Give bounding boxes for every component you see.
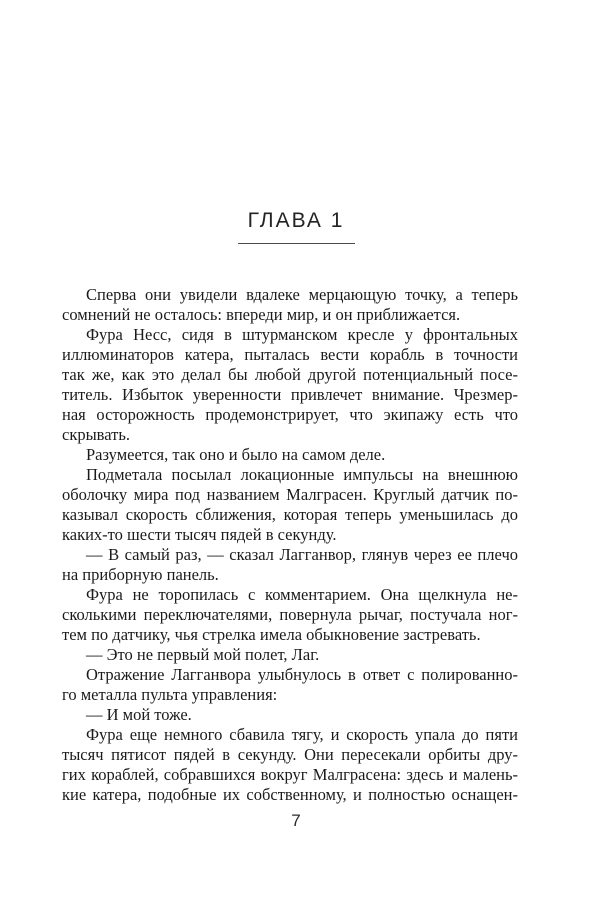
text-line: Фура Несс, сидя в штурманском кресле у фронтальных	[86, 325, 518, 344]
text-line: казывал скорость сближения, которая теперь уменьшилась до	[62, 505, 518, 524]
paragraph	[62, 465, 518, 545]
text-line: сомнений не осталось: впереди мир, и он приближается.	[62, 305, 461, 324]
page-text	[62, 285, 518, 805]
text-line: Фура еще немного сбавила тягу, и скорость упала до пяти	[86, 725, 518, 744]
text-line: тем по датчику, чья стрелка имела обыкновение застревать.	[62, 625, 481, 644]
text-line: — В самый раз, — сказал Лагганвор, глянув через ее плечо	[86, 545, 518, 564]
text-line: тысяч пятисот пядей в секунду. Они пересекали орбиты дру-	[62, 745, 518, 764]
text-line: Отражение Лагганвора улыбнулось в ответ с полированно-	[86, 665, 518, 684]
text-line: сколькими переключателями, повернула рычаг, постучала ног-	[62, 605, 518, 624]
page-number: 7	[291, 811, 301, 830]
paragraph	[62, 445, 518, 465]
paragraph	[62, 325, 518, 445]
chapter-title: ГЛАВА 1	[247, 209, 345, 232]
text-line: Разумеется, так оно и было на самом деле.	[86, 445, 386, 464]
text-line: кие катера, подобные их собственному, и полностью оснащен-	[62, 785, 518, 804]
paragraph	[62, 645, 518, 665]
text-line: оболочку мира под названием Малграсен. Круглый датчик по-	[62, 485, 518, 504]
text-line: гих кораблей, собравшихся вокруг Малграсена: здесь и малень-	[62, 765, 518, 784]
paragraph	[62, 665, 518, 705]
paragraph	[62, 545, 518, 585]
text-line: Фура не торопилась с комментарием. Она щелкнула не-	[86, 585, 518, 604]
text-line: скрывать.	[62, 425, 131, 444]
paragraph	[62, 585, 518, 645]
text-line: на приборную панель.	[62, 565, 219, 584]
text-line: — Это не первый мой полет, Лаг.	[86, 645, 320, 664]
text-line: иллюминаторов катера, пыталась вести корабль в точности	[62, 345, 518, 364]
text-line: Подметала посылал локационные импульсы на внешнюю	[86, 465, 518, 484]
paragraph	[62, 285, 518, 325]
text-line: го металла пульта управления:	[62, 685, 278, 704]
text-line: так же, как это делал бы любой другой потенциальный посе-	[62, 365, 518, 384]
text-line: титель. Избыток уверенности привлечет внимание. Чрезмер-	[62, 385, 518, 404]
text-line: — И мой тоже.	[86, 705, 192, 724]
text-line: Сперва они увидели вдалеке мерцающую точку, а теперь	[86, 285, 518, 304]
paragraph	[62, 705, 518, 725]
chapter-title-rule	[238, 243, 355, 244]
paragraph	[62, 725, 518, 805]
text-line: ная осторожность продемонстрирует, что экипажу есть что	[62, 405, 518, 424]
text-line: каких-то шести тысяч пядей в секунду.	[62, 525, 337, 544]
